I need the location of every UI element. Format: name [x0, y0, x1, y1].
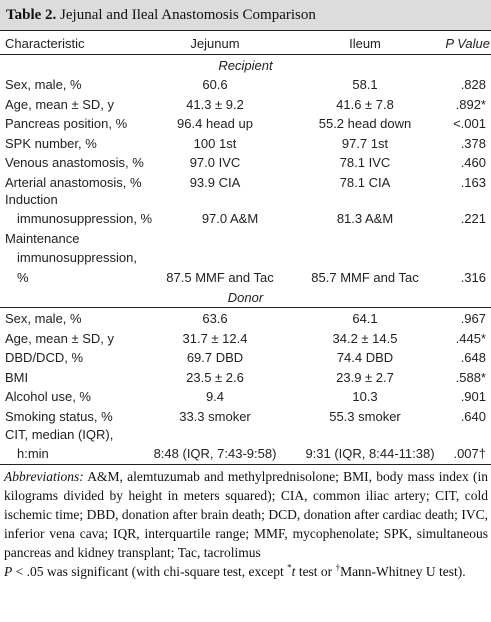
cell-ileum: 10.3 [352, 389, 378, 404]
cell-ileum: 64.1 [352, 311, 378, 326]
table-row [0, 209, 491, 228]
abbreviations-label: Abbreviations: [4, 469, 84, 484]
table-title [0, 0, 491, 30]
cell-ileum: 58.1 [352, 77, 378, 92]
significance-text-1: < .05 was significant (with chi-square test, except [12, 564, 288, 579]
row-label: immunosuppression, [17, 250, 137, 265]
cell-jejunum: 63.6 [202, 311, 228, 326]
cell-p: .892* [455, 96, 486, 112]
t-label: t [291, 564, 296, 579]
cell-p: .221 [460, 211, 486, 226]
table-row [0, 229, 491, 248]
cell-jejunum: 69.7 DBD [186, 350, 244, 365]
top-rule [0, 30, 491, 31]
table-caption: Jejunal and Ileal Anastomosis Comparison [60, 7, 316, 23]
cell-p: .828 [460, 77, 486, 92]
cell-jejunum: 31.7 ± 12.4 [182, 330, 248, 346]
cell-jejunum: 100 1st [193, 135, 237, 151]
cell-p: .648 [460, 350, 486, 365]
significance-note [4, 562, 488, 581]
mann-whitney-mark: † [335, 562, 341, 573]
cell-jejunum: 87.5 MMF and Tac [166, 270, 274, 285]
cell-p: .163 [460, 174, 486, 190]
table-row [0, 173, 491, 192]
table-row [0, 444, 491, 463]
row-label: h:min [17, 446, 49, 461]
cell-jejunum: 33.3 smoker [179, 408, 251, 424]
section-donor: Donor [227, 290, 264, 305]
table-row [0, 387, 491, 406]
row-label: SPK number, % [5, 135, 97, 151]
row-label: Sex, male, % [5, 77, 82, 92]
section-recipient: Recipient [218, 58, 273, 73]
table-row [0, 268, 491, 287]
cell-ileum: 97.7 1st [341, 135, 389, 151]
cell-ileum: 85.7 MMF and Tac [311, 270, 419, 285]
header-ileum: Ileum [349, 36, 381, 51]
cell-p: .588* [455, 369, 486, 385]
donor-rule [0, 307, 491, 308]
table-row [0, 114, 491, 133]
cell-jejunum: 8:48 (IQR, 7:43-9:58) [153, 446, 277, 461]
table-row [0, 425, 491, 444]
table-number: Table 2. [6, 7, 57, 23]
table-footnotes [4, 467, 488, 581]
cell-jejunum: 60.6 [202, 77, 228, 92]
cell-ileum: 81.3 A&M [336, 211, 394, 226]
cell-ileum: 55.3 smoker [329, 408, 401, 424]
cell-jejunum: 41.3 ± 9.2 [186, 96, 244, 112]
header-pvalue [434, 34, 490, 53]
header-characteristic: Characteristic [5, 36, 85, 51]
table-row [0, 248, 491, 267]
cell-jejunum: 96.4 head up [177, 116, 253, 131]
header-jejunum: Jejunum [190, 36, 240, 51]
significance-text-2: test or [295, 564, 336, 579]
abbreviations-note [4, 467, 488, 562]
cell-p: .901 [460, 389, 486, 404]
cell-p: .460 [460, 155, 486, 170]
table-row [0, 134, 491, 153]
row-label: Maintenance [5, 231, 80, 246]
cell-ileum: 55.2 head down [318, 116, 412, 131]
bottom-rule [0, 464, 491, 465]
cell-jejunum: 23.5 ± 2.6 [186, 369, 244, 385]
table-row [0, 368, 491, 387]
p-label: P [4, 564, 13, 579]
cell-p: .007† [453, 446, 486, 461]
cell-jejunum: 97.0 A&M [201, 211, 259, 226]
cell-ileum: 23.9 ± 2.7 [336, 369, 394, 385]
header-rule [0, 54, 491, 55]
cell-ileum: 41.6 ± 7.8 [336, 96, 394, 112]
cell-jejunum: 97.0 IVC [189, 155, 241, 170]
table-row [0, 153, 491, 172]
cell-ileum: 74.4 DBD [336, 350, 394, 365]
row-label: DBD/DCD, % [5, 350, 84, 365]
row-label: immunosuppression, % [17, 211, 153, 226]
cell-p: .445* [455, 330, 486, 346]
row-label: Pancreas position, % [5, 116, 128, 131]
cell-ileum: 9:31 (IQR, 8:44-11:38) [305, 446, 435, 461]
table-row [0, 407, 491, 426]
row-label: Sex, male, % [5, 311, 82, 326]
row-label: Age, mean ± SD, y [5, 330, 115, 346]
significance-text-3: Mann-Whitney U test). [340, 564, 466, 579]
cell-p: .378 [460, 135, 486, 151]
row-label: Induction [5, 192, 58, 207]
cell-p: .316 [460, 270, 486, 285]
table-row [0, 75, 491, 94]
row-label: % [17, 270, 29, 285]
row-label: CIT, median (IQR), [5, 427, 114, 442]
cell-p: .967 [460, 311, 486, 326]
table-row [0, 309, 491, 328]
table-row [0, 329, 491, 348]
row-label: Smoking status, % [5, 408, 113, 424]
row-label: Arterial anastomosis, % [5, 174, 142, 190]
cell-jejunum: 9.4 [205, 389, 225, 404]
t-test-mark: * [287, 562, 292, 573]
cell-p: <.001 [453, 116, 486, 131]
abbreviations-text: A&M, alemtuzumab and methylprednisolone; BMI, body mass index (in kilograms divided by height in meters squared); CIA, common iliac artery; CIT, cold ischemic time; DBD, donation after brain death; DCD, donation after cardiac death; IVC, inferior vena cava; IQR, interquartile range; MMF, mycophenolate; SPK, simultaneous pancreas and kidney transplant; Tac, tacrolimus [4, 469, 488, 560]
cell-jejunum: 93.9 CIA [189, 174, 241, 190]
cell-ileum: 78.1 IVC [339, 155, 391, 170]
row-label: Age, mean ± SD, y [5, 96, 115, 112]
table-row [0, 95, 491, 114]
cell-ileum: 34.2 ± 14.5 [332, 330, 398, 346]
table-row [0, 348, 491, 367]
row-label: Venous anastomosis, % [5, 155, 144, 170]
row-label: BMI [5, 369, 29, 385]
header-row [0, 34, 491, 53]
cell-ileum: 78.1 CIA [339, 174, 391, 190]
row-label: Alcohol use, % [5, 389, 91, 404]
header-pvalue-text: P Value [445, 36, 490, 51]
cell-p: .640 [460, 408, 486, 424]
table-row [0, 190, 491, 209]
